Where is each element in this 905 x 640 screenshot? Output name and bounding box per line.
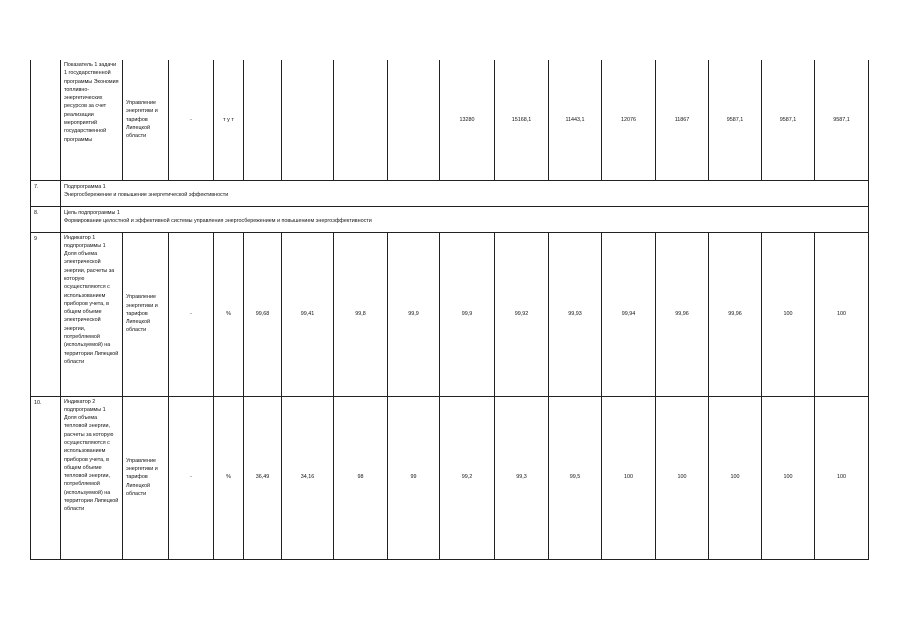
value-cell: 100 xyxy=(709,396,762,559)
indicator-name: Индикатор 2 подпрограммы 1 Доля объема тепловой энергии, расчеты за которую осуществляются с использованием приборов учета, в общем объеме тепловой энергии, потребляемой (используемой) на территории Липецкой области xyxy=(61,396,123,559)
unit-cell: % xyxy=(214,232,244,396)
table-row xyxy=(31,396,869,559)
value-cell xyxy=(244,60,282,180)
value-cell: 99,5 xyxy=(549,396,602,559)
value-cell: 100 xyxy=(602,396,656,559)
subprogram-goal-section xyxy=(61,206,869,232)
dash-cell: - xyxy=(169,232,214,396)
value-cell: 9587,1 xyxy=(709,60,762,180)
table-row xyxy=(31,60,869,180)
value-cell: 99,68 xyxy=(244,232,282,396)
value-cell: 9587,1 xyxy=(815,60,869,180)
value-cell: 99,2 xyxy=(440,396,495,559)
value-cell: 99,3 xyxy=(495,396,549,559)
subprogram-section xyxy=(61,180,869,206)
responsible-org: Управление энергетики и тарифов Липецкой области xyxy=(123,60,169,180)
value-cell: 99,94 xyxy=(602,232,656,396)
value-cell: 100 xyxy=(762,232,815,396)
value-cell: 99 xyxy=(388,396,440,559)
value-cell: 36,49 xyxy=(244,396,282,559)
value-cell: 100 xyxy=(656,396,709,559)
value-cell: 100 xyxy=(762,396,815,559)
value-cell: 15168,1 xyxy=(495,60,549,180)
table-row xyxy=(31,180,869,206)
section-text: Энергосбережение и повышение энергетической эффективности xyxy=(64,191,229,198)
indicator-name: Индикатор 1 подпрограммы 1 Доля объема электрической энергии, расчеты за которую осуществляются с использованием приборов учета, в общем объеме электрической энергии, потребляемой (используемой) на территории Липецкой области xyxy=(61,232,123,396)
unit-cell: т у т xyxy=(214,60,244,180)
value-cell xyxy=(282,60,334,180)
value-cell: 100 xyxy=(815,396,869,559)
row-number: 9 xyxy=(31,232,61,396)
value-cell: 11867 xyxy=(656,60,709,180)
dash-cell: - xyxy=(169,396,214,559)
value-cell: 99,8 xyxy=(334,232,388,396)
section-title: Цель подпрограммы 1 xyxy=(64,209,120,216)
value-cell: 11443,1 xyxy=(549,60,602,180)
section-title: Подпрограмма 1 xyxy=(64,183,106,190)
unit-cell: % xyxy=(214,396,244,559)
value-cell: 99,93 xyxy=(549,232,602,396)
value-cell xyxy=(388,60,440,180)
row-number: 8. xyxy=(31,206,61,232)
value-cell: 9587,1 xyxy=(762,60,815,180)
value-cell: 99,41 xyxy=(282,232,334,396)
table-row xyxy=(31,206,869,232)
value-cell: 12076 xyxy=(602,60,656,180)
row-number: 7. xyxy=(31,180,61,206)
value-cell: 34,16 xyxy=(282,396,334,559)
value-cell: 99,92 xyxy=(495,232,549,396)
value-cell xyxy=(334,60,388,180)
value-cell: 99,96 xyxy=(709,232,762,396)
value-cell: 100 xyxy=(815,232,869,396)
row-number: 10. xyxy=(31,396,61,559)
row-number xyxy=(31,60,61,180)
value-cell: 13280 xyxy=(440,60,495,180)
responsible-org: Управление энергетики и тарифов Липецкой области xyxy=(123,396,169,559)
value-cell: 99,96 xyxy=(656,232,709,396)
indicators-table xyxy=(30,60,869,560)
section-text: Формирование целостной и эффективной системы управления энергосбережением и повышением энергоэффективности xyxy=(64,217,372,224)
table-row xyxy=(31,232,869,396)
dash-cell: - xyxy=(169,60,214,180)
value-cell: 99,9 xyxy=(440,232,495,396)
value-cell: 99,9 xyxy=(388,232,440,396)
value-cell: 98 xyxy=(334,396,388,559)
responsible-org: Управление энергетики и тарифов Липецкой области xyxy=(123,232,169,396)
indicator-name: Показатель 1 задачи 1 государственной программы Экономия топливно-энергетических ресурсов за счет реализации мероприятий государственной программы xyxy=(61,60,123,180)
